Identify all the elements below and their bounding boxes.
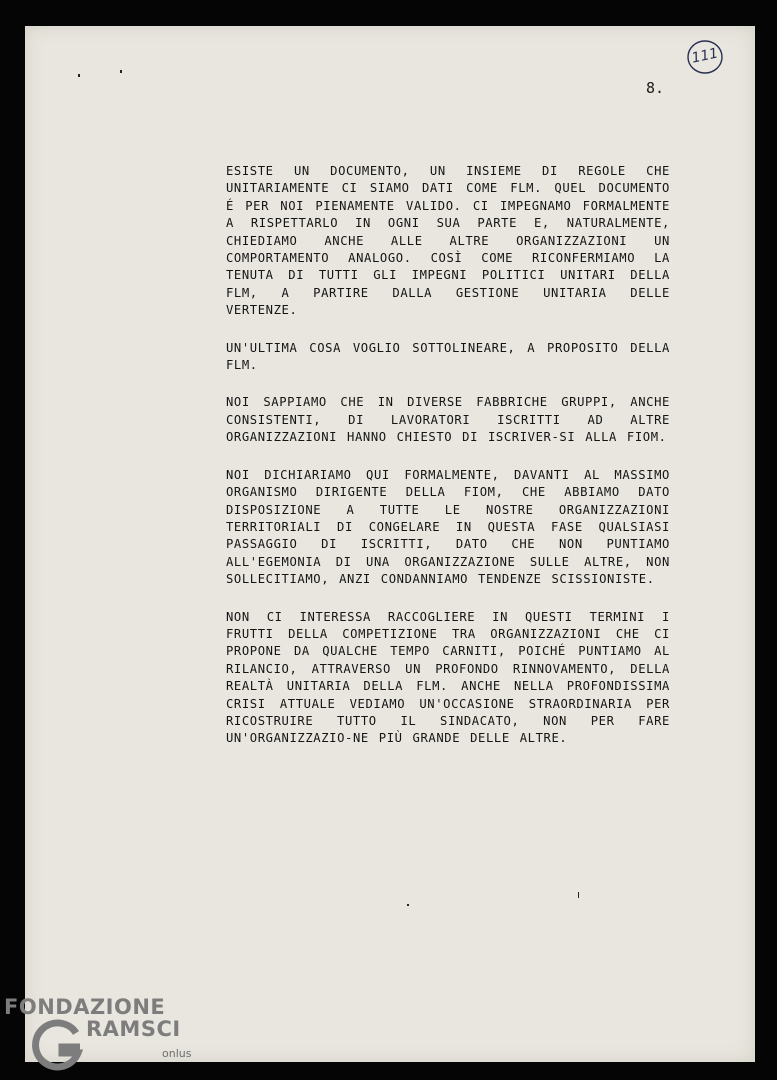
- paper-speck: [578, 892, 579, 898]
- paragraph: ESISTE UN DOCUMENTO, UN INSIEME DI REGOLE CHE UNITARIAMENTE CI SIAMO DATI COME FLM. QUEL DOCUMENTO É PER NOI PIENAMENTE VALIDO. CI IMPEGNAMO FORMALMENTE A RISPETTARLO IN OGNI SUA PARTE E, NATURALMENTE, CHIEDIAMO ANCHE ALLE ALTRE ORGANIZZAZIONI UN COMPORTAMENTO ANALOGO. COSÌ COME RICONFERMIAMO LA TENUTA DI TUTTI GLI IMPEGNI POLITICI UNITARI DELLA FLM, A PARTIRE DALLA GESTIONE UNITARIA DELLE VERTENZE.: [226, 164, 670, 318]
- typed-text-body: [226, 163, 670, 768]
- watermark-line2: RAMSCI: [86, 1017, 181, 1041]
- paper-speck: [407, 904, 409, 906]
- paragraph: UN'ULTIMA COSA VOGLIO SOTTOLINEARE, A PROPOSITO DELLA FLM.: [226, 340, 670, 373]
- watermark-line1: FONDAZIONE: [4, 995, 166, 1019]
- folio-number: 111: [690, 45, 720, 67]
- paper-speck: [78, 74, 80, 77]
- paper-speck: [120, 70, 122, 73]
- paragraph: NON CI INTERESSA RACCOGLIERE IN QUESTI TERMINI I FRUTTI DELLA COMPETIZIONE TRA ORGANIZZAZIONI CHE CI PROPONE DA QUALCHE TEMPO CARNITI, POICHÉ PUNTIAMO AL RILANCIO, ATTRAVERSO UN PROFONDO RINNOVAMENTO, DELLA REALTÀ UNITARIA DELLA FLM. ANCHE NELLA PROFONDISSIMA CRISI ATTUALE VEDIAMO UN'OCCASIONE STRAORDINARIA PER RICOSTRUIRE TUTTO IL SINDACATO, NON PER FARE UN'ORGANIZZAZIO-NE PIÙ GRANDE DELLE ALTRE.: [226, 609, 670, 746]
- watermark-onlus: onlus: [162, 1047, 192, 1060]
- fondazione-gramsci-watermark: [4, 995, 194, 1075]
- paragraph: NOI SAPPIAMO CHE IN DIVERSE FABBRICHE GRUPPI, ANCHE CONSISTENTI, DI LAVORATORI ISCRITTI AD ALTRE ORGANIZZAZIONI HANNO CHIESTO DI ISCRIVER-SI ALLA FIOM.: [226, 395, 670, 445]
- gramsci-g-logo-icon: [32, 1019, 86, 1073]
- page-number: 8.: [646, 79, 665, 97]
- folio-stamp: [686, 38, 724, 76]
- paragraph: NOI DICHIARIAMO QUI FORMALMENTE, DAVANTI AL MASSIMO ORGANISMO DIRIGENTE DELLA FIOM, CHE ABBIAMO DATO DISPOSIZIONE A TUTTE LE NOSTRE ORGANIZZAZIONI TERRITORIALI DI CONGELARE IN QUESTA FASE QUALSIASI PASSAGGIO DI ISCRITTI, DATO CHE NON PUNTIAMO ALL'EGEMONIA DI UNA ORGANIZZAZIONE SULLE ALTRE, NON SOLLECITIAMO, ANZI CONDANNIAMO TENDENZE SCISSIONISTE.: [226, 467, 670, 587]
